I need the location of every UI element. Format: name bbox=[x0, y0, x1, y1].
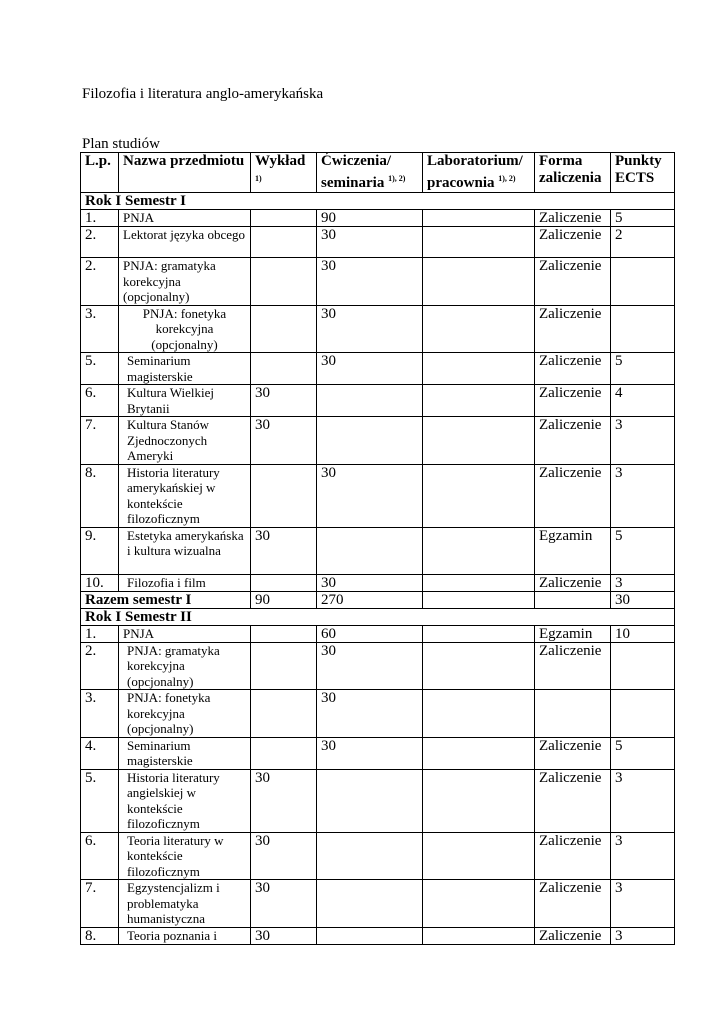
cell-lecture-hours: 30 bbox=[251, 385, 317, 417]
cell-lecture-hours bbox=[251, 574, 317, 591]
cell-course-name: Historia literatury angielskiej w kontekście filozoficznym bbox=[119, 769, 251, 832]
table-row bbox=[81, 464, 675, 527]
cell-lp: 6. bbox=[81, 832, 119, 880]
cell-lecture-hours bbox=[251, 258, 317, 306]
cell-lp: 4. bbox=[81, 737, 119, 769]
cell-assessment-form: Zaliczenie bbox=[535, 210, 611, 227]
cell-assessment-form: Zaliczenie bbox=[535, 832, 611, 880]
cell-assessment-form: Egzamin bbox=[535, 527, 611, 574]
cell-lp: 10. bbox=[81, 574, 119, 591]
cell-ects-points: 3 bbox=[611, 832, 675, 880]
cell-lab-hours bbox=[423, 527, 535, 574]
cell-assessment-form: Zaliczenie bbox=[535, 258, 611, 306]
header-form: Forma zaliczenia bbox=[535, 153, 611, 193]
cell-exercise-hours: 30 bbox=[317, 574, 423, 591]
cell-ects-points: 4 bbox=[611, 385, 675, 417]
cell-lecture-hours bbox=[251, 625, 317, 642]
cell-exercise-hours: 30 bbox=[317, 464, 423, 527]
cell-lecture-hours: 30 bbox=[251, 832, 317, 880]
cell-course-name: Seminarium magisterskie bbox=[119, 737, 251, 769]
table-row bbox=[81, 227, 675, 258]
table-row bbox=[81, 769, 675, 832]
cell-lp: 5. bbox=[81, 353, 119, 385]
plan-title: Plan studiów bbox=[82, 136, 160, 152]
cell-assessment-form: Zaliczenie bbox=[535, 353, 611, 385]
cell-lp: 7. bbox=[81, 880, 119, 928]
cell-exercise-hours: 60 bbox=[317, 625, 423, 642]
cell-ects-points: 3 bbox=[611, 574, 675, 591]
cell-assessment-form: Zaliczenie bbox=[535, 880, 611, 928]
total-label: Razem semestr I bbox=[81, 591, 251, 608]
cell-lab-hours bbox=[423, 464, 535, 527]
table-row bbox=[81, 527, 675, 574]
cell-ects-points: 3 bbox=[611, 464, 675, 527]
cell-lab-hours bbox=[423, 769, 535, 832]
cell-assessment-form: Zaliczenie bbox=[535, 574, 611, 591]
table-row bbox=[81, 832, 675, 880]
semester-1-heading-label: Rok I Semestr I bbox=[81, 193, 675, 210]
header-lab: Laboratorium/ pracownia $^{1), 2)}$ bbox=[423, 153, 535, 193]
cell-course-name: Lektorat języka obcego bbox=[119, 227, 251, 258]
cell-ects-points: 3 bbox=[611, 769, 675, 832]
cell-exercise-hours: 30 bbox=[317, 690, 423, 738]
cell-lab-hours bbox=[423, 385, 535, 417]
cell-course-name: Kultura Wielkiej Brytanii bbox=[119, 385, 251, 417]
cell-lab-hours bbox=[423, 880, 535, 928]
cell-course-name: PNJA: fonetyka korekcyjna (opcjonalny) bbox=[119, 690, 251, 738]
semester-2-heading-label: Rok I Semestr II bbox=[81, 608, 675, 625]
cell-lab-hours bbox=[423, 574, 535, 591]
cell-ects-points: 5 bbox=[611, 353, 675, 385]
cell-lp: 2. bbox=[81, 227, 119, 258]
cell-ects-points: 5 bbox=[611, 527, 675, 574]
cell-ects-points: 2 bbox=[611, 227, 675, 258]
table-row bbox=[81, 574, 675, 591]
cell-assessment-form: Zaliczenie bbox=[535, 769, 611, 832]
total-lecture-hours: 90 bbox=[251, 591, 317, 608]
cell-ects-points: 3 bbox=[611, 417, 675, 465]
cell-course-name: PNJA: gramatyka korekcyjna (opcjonalny) bbox=[119, 258, 251, 306]
cell-lp: 8. bbox=[81, 927, 119, 944]
cell-lecture-hours bbox=[251, 642, 317, 690]
semester-1-heading bbox=[81, 193, 675, 210]
cell-assessment-form: Zaliczenie bbox=[535, 927, 611, 944]
header-name: Nazwa przedmiotu bbox=[119, 153, 251, 193]
cell-exercise-hours: 30 bbox=[317, 305, 423, 353]
cell-lp: 6. bbox=[81, 385, 119, 417]
cell-lecture-hours bbox=[251, 690, 317, 738]
table-row bbox=[81, 353, 675, 385]
cell-assessment-form: Egzamin bbox=[535, 625, 611, 642]
header-lp: L.p. bbox=[81, 153, 119, 193]
document-title: Filozofia i literatura anglo-amerykańska bbox=[82, 86, 324, 102]
total-ects-points: 30 bbox=[611, 591, 675, 608]
cell-assessment-form: Zaliczenie bbox=[535, 305, 611, 353]
table-row bbox=[81, 642, 675, 690]
table-row bbox=[81, 927, 675, 944]
cell-lab-hours bbox=[423, 927, 535, 944]
table-row bbox=[81, 880, 675, 928]
cell-assessment-form: Zaliczenie bbox=[535, 737, 611, 769]
total-lab-hours bbox=[423, 591, 535, 608]
cell-lab-hours bbox=[423, 832, 535, 880]
total-assessment-form bbox=[535, 591, 611, 608]
cell-course-name: Historia literatury amerykańskiej w kontekście filozoficznym bbox=[119, 464, 251, 527]
cell-assessment-form: Zaliczenie bbox=[535, 464, 611, 527]
cell-lab-hours bbox=[423, 353, 535, 385]
cell-course-name: PNJA bbox=[119, 210, 251, 227]
cell-ects-points bbox=[611, 690, 675, 738]
table-row bbox=[81, 690, 675, 738]
cell-lecture-hours: 30 bbox=[251, 880, 317, 928]
cell-lab-hours bbox=[423, 625, 535, 642]
cell-ects-points bbox=[611, 258, 675, 306]
cell-assessment-form: Zaliczenie bbox=[535, 227, 611, 258]
semester-2-heading bbox=[81, 608, 675, 625]
cell-ects-points bbox=[611, 305, 675, 353]
cell-exercise-hours bbox=[317, 769, 423, 832]
cell-assessment-form bbox=[535, 690, 611, 738]
cell-course-name: Egzystencjalizm i problematyka humanistyczna bbox=[119, 880, 251, 928]
cell-course-name: PNJA bbox=[119, 625, 251, 642]
cell-lab-hours bbox=[423, 210, 535, 227]
table-row bbox=[81, 625, 675, 642]
cell-exercise-hours bbox=[317, 832, 423, 880]
cell-assessment-form: Zaliczenie bbox=[535, 385, 611, 417]
cell-course-name: Kultura Stanów Zjednoczonych Ameryki bbox=[119, 417, 251, 465]
cell-course-name: Teoria poznania i bbox=[119, 927, 251, 944]
cell-lp: 7. bbox=[81, 417, 119, 465]
cell-course-name: Estetyka amerykańska i kultura wizualna bbox=[119, 527, 251, 574]
study-plan-table bbox=[80, 152, 675, 945]
cell-course-name: Seminarium magisterskie bbox=[119, 353, 251, 385]
semester-1-total-row bbox=[81, 591, 675, 608]
cell-course-name: Teoria literatury w kontekście filozoficznym bbox=[119, 832, 251, 880]
cell-lecture-hours bbox=[251, 353, 317, 385]
cell-lecture-hours bbox=[251, 737, 317, 769]
cell-lecture-hours: 30 bbox=[251, 527, 317, 574]
header-exercises-note: 1), 2) bbox=[388, 174, 406, 183]
cell-exercise-hours: 30 bbox=[317, 737, 423, 769]
cell-lp: 1. bbox=[81, 625, 119, 642]
cell-exercise-hours bbox=[317, 417, 423, 465]
cell-ects-points: 5 bbox=[611, 737, 675, 769]
table-row bbox=[81, 258, 675, 306]
cell-lp: 2. bbox=[81, 642, 119, 690]
cell-lecture-hours: 30 bbox=[251, 417, 317, 465]
table-row bbox=[81, 417, 675, 465]
header-lab-note: 1), 2) bbox=[498, 174, 516, 183]
cell-course-name: Filozofia i film bbox=[119, 574, 251, 591]
cell-exercise-hours: 30 bbox=[317, 353, 423, 385]
cell-course-name: PNJA: gramatyka korekcyjna (opcjonalny) bbox=[119, 642, 251, 690]
cell-course-name: PNJA: fonetyka korekcyjna (opcjonalny) bbox=[119, 305, 251, 353]
cell-exercise-hours bbox=[317, 880, 423, 928]
cell-lp: 9. bbox=[81, 527, 119, 574]
cell-lab-hours bbox=[423, 305, 535, 353]
header-ects: Punkty ECTS bbox=[611, 153, 675, 193]
cell-lp: 3. bbox=[81, 690, 119, 738]
cell-lecture-hours bbox=[251, 227, 317, 258]
cell-lecture-hours: 30 bbox=[251, 769, 317, 832]
header-exercises: Ćwiczenia/ seminaria $^{1), 2)}$ bbox=[317, 153, 423, 193]
cell-lecture-hours bbox=[251, 305, 317, 353]
cell-lecture-hours bbox=[251, 464, 317, 527]
cell-lecture-hours: 30 bbox=[251, 927, 317, 944]
total-exercise-hours: 270 bbox=[317, 591, 423, 608]
table-row bbox=[81, 210, 675, 227]
cell-assessment-form: Zaliczenie bbox=[535, 417, 611, 465]
cell-lp: 8. bbox=[81, 464, 119, 527]
cell-exercise-hours bbox=[317, 385, 423, 417]
cell-lab-hours bbox=[423, 227, 535, 258]
cell-ects-points: 5 bbox=[611, 210, 675, 227]
cell-lab-hours bbox=[423, 690, 535, 738]
table-body bbox=[81, 193, 675, 945]
cell-lab-hours bbox=[423, 417, 535, 465]
cell-exercise-hours bbox=[317, 527, 423, 574]
header-lecture-note: 1) bbox=[255, 174, 262, 183]
cell-ects-points: 10 bbox=[611, 625, 675, 642]
cell-lecture-hours bbox=[251, 210, 317, 227]
cell-exercise-hours: 30 bbox=[317, 258, 423, 306]
cell-ects-points: 3 bbox=[611, 927, 675, 944]
cell-ects-points bbox=[611, 642, 675, 690]
table-row bbox=[81, 385, 675, 417]
cell-lab-hours bbox=[423, 642, 535, 690]
cell-assessment-form: Zaliczenie bbox=[535, 642, 611, 690]
table-row bbox=[81, 737, 675, 769]
cell-exercise-hours bbox=[317, 927, 423, 944]
cell-lp: 5. bbox=[81, 769, 119, 832]
cell-lp: 3. bbox=[81, 305, 119, 353]
table-header-row bbox=[81, 153, 675, 193]
cell-exercise-hours: 30 bbox=[317, 642, 423, 690]
cell-lab-hours bbox=[423, 737, 535, 769]
header-lecture: Wykład $^{1)}$ bbox=[251, 153, 317, 193]
cell-ects-points: 3 bbox=[611, 880, 675, 928]
cell-lab-hours bbox=[423, 258, 535, 306]
cell-exercise-hours: 90 bbox=[317, 210, 423, 227]
table-row bbox=[81, 305, 675, 353]
cell-exercise-hours: 30 bbox=[317, 227, 423, 258]
cell-lp: 1. bbox=[81, 210, 119, 227]
cell-lp: 2. bbox=[81, 258, 119, 306]
